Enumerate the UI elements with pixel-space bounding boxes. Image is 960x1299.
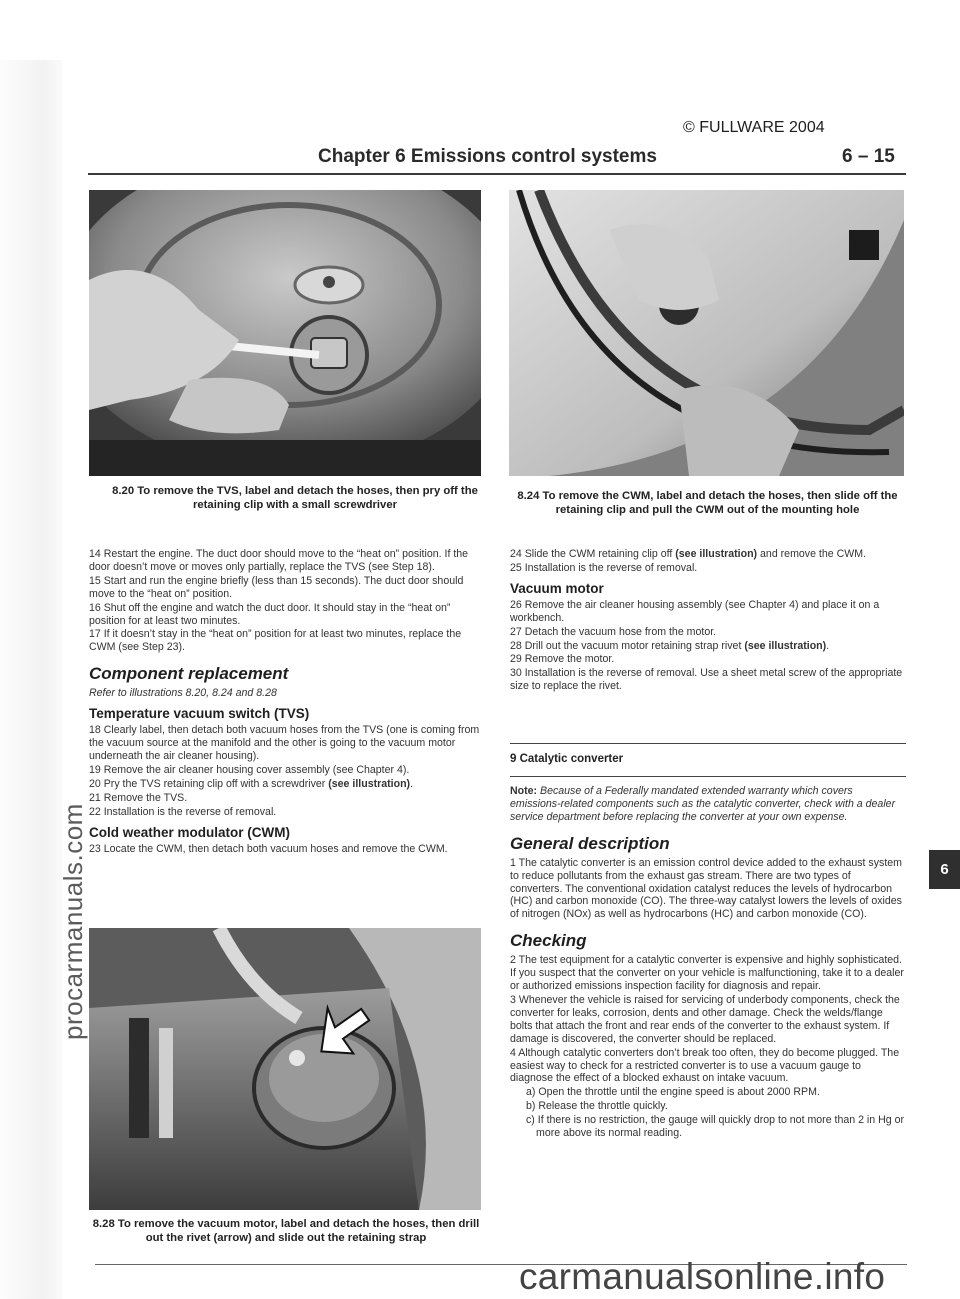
general-description-heading: General description <box>510 833 670 853</box>
step-27: 27 Detach the vacuum hose from the motor. <box>510 625 717 638</box>
section-heading-catalytic: 9 Catalytic converter <box>510 753 624 765</box>
para-3: 3 Whenever the vehicle is raised for servicing of underbody components, check the converter for leaks, corrosion, dents and other damage. Check the welds/flange bolts that attach the front and rear ends of the converter to the exhaust system. If damage is discovered, the converter should be replaced. <box>510 993 900 1045</box>
watermark-left: procarmanuals.com <box>58 803 88 1040</box>
see-illustration-link: (see illustration) <box>675 548 758 560</box>
step-18: 18 Clearly label, then detach both vacuum hoses from the TVS (one is coming from the vacuum source at the manifold and the other is going to the vacuum motor underneath the air cleaner housing). <box>89 724 480 762</box>
caption-8-28: 8.28 To remove the vacuum motor, label and detach the hoses, then drill out the rivet (arrow) and slide out the retaining strap <box>92 1218 480 1244</box>
substep-a: a) Open the throttle until the engine speed is about 2000 RPM. <box>526 1086 820 1099</box>
section-rule-bottom <box>510 776 906 777</box>
step-22: 22 Installation is the reverse of removal. <box>89 805 277 818</box>
substep-c: c) If there is no restriction, the gauge will quickly drop to not more than 2 in Hg or more above its normal reading. <box>526 1114 905 1140</box>
right-column-top <box>510 548 906 694</box>
photo-8-24 <box>509 190 904 476</box>
cwm-heading: Cold weather modulator (CWM) <box>89 824 290 840</box>
caption-8-20: 8.20 To remove the TVS, label and detach the hoses, then pry off the retaining clip with a small screwdriver <box>112 485 478 511</box>
warranty-note: Note: Because of a Federally mandated extended warranty which covers emissions-related components such as the catalytic converter, check with a dealer service department before replacing the converter at your own expense. <box>510 785 896 823</box>
tvs-heading: Temperature vacuum switch (TVS) <box>89 706 310 722</box>
vacuum-motor-heading: Vacuum motor <box>510 580 604 596</box>
step-28: 28 Drill out the vacuum motor retaining strap rivet (see illustration). <box>510 639 830 652</box>
photo-8-28 <box>89 928 481 1210</box>
left-column <box>89 548 482 856</box>
step-16: 16 Shut off the engine and watch the duct door. It should stay in the “heat on” position for at least two minutes. <box>89 601 451 627</box>
step-30: 30 Installation is the reverse of removal. Use a sheet metal screw of the appropriate size to replace the rivet. <box>510 667 903 693</box>
step-23: 23 Locate the CWM, then detach both vacuum hoses and remove the CWM. <box>89 842 448 855</box>
component-replacement-heading: Component replacement <box>89 664 289 684</box>
para-1: 1 The catalytic converter is an emission control device added to the exhaust system to reduce pollutants from the exhaust gas stream. There are two types of converters. The conventional oxidation catalyst reduces the levels of hydrocarbon (HC) and carbon monoxide (CO). The three-way catalyst lowers the levels of oxides of nitrogen (NOx) as well as hydrocarbons (HC) and carbon monoxide (CO). <box>510 856 902 921</box>
step-15: 15 Start and run the engine briefly (less than 15 seconds). The duct door should move to the “heat on” position. <box>89 574 464 600</box>
checking-heading: Checking <box>510 931 587 951</box>
see-illustration-link: (see illustration) <box>328 777 411 790</box>
step-19: 19 Remove the air cleaner housing cover assembly (see Chapter 4). <box>89 763 410 776</box>
step-21: 21 Remove the TVS. <box>89 791 188 804</box>
caption-8-24: 8.24 To remove the CWM, label and detach the hoses, then slide off the retaining clip and pull the CWM out of the mounting hole <box>517 490 898 516</box>
right-column-bottom <box>510 785 906 1141</box>
component-ref: Refer to illustrations 8.20, 8.24 and 8.28 <box>89 687 277 700</box>
para-2: 2 The test equipment for a catalytic converter is expensive and highly sophisticated. If you suspect that the converter on your vehicle is malfunctioning, take it to a dealer or authorized emissions inspection facility for diagnosis and repair. <box>510 954 904 993</box>
page-number: 6 – 15 <box>842 146 895 167</box>
photo-8-20 <box>89 190 481 476</box>
watermark-bottom: carmanualsonline.info <box>519 1256 886 1297</box>
header-rule <box>88 173 906 175</box>
scan-edge-shadow <box>0 60 62 1299</box>
substep-b: b) Release the throttle quickly. <box>526 1100 668 1113</box>
para-4: 4 Although catalytic converters don’t break too often, they do become plugged. The easiest way to check for a restricted converter is to use a vacuum gauge to diagnose the effect of a blocked exhaust on intake vacuum. <box>510 1046 900 1085</box>
step-24: 24 Slide the CWM retaining clip off (see illustration) and remove the CWM. <box>510 548 867 560</box>
see-illustration-link: (see illustration) <box>744 639 827 652</box>
step-29: 29 Remove the motor. <box>510 653 615 666</box>
step-20: 20 Pry the TVS retaining clip off with a screwdriver (see illustration). <box>89 777 414 790</box>
copyright-notice: © FULLWARE 2004 <box>683 119 825 136</box>
chapter-title: Chapter 6 Emissions control systems <box>318 146 657 167</box>
step-26: 26 Remove the air cleaner housing assembly (see Chapter 4) and place it on a workbench. <box>510 598 880 624</box>
section-rule-top <box>510 743 906 744</box>
step-17: 17 If it doesn’t stay in the “heat on” position for at least two minutes, replace the CWM (see Step 23). <box>89 628 462 654</box>
chapter-thumb-tab: 6 <box>929 850 960 889</box>
step-25: 25 Installation is the reverse of removal. <box>510 561 698 574</box>
step-14: 14 Restart the engine. The duct door should move to the “heat on” position. If the door doesn’t move or moves only partially, replace the TVS (see Step 18). <box>89 548 469 573</box>
